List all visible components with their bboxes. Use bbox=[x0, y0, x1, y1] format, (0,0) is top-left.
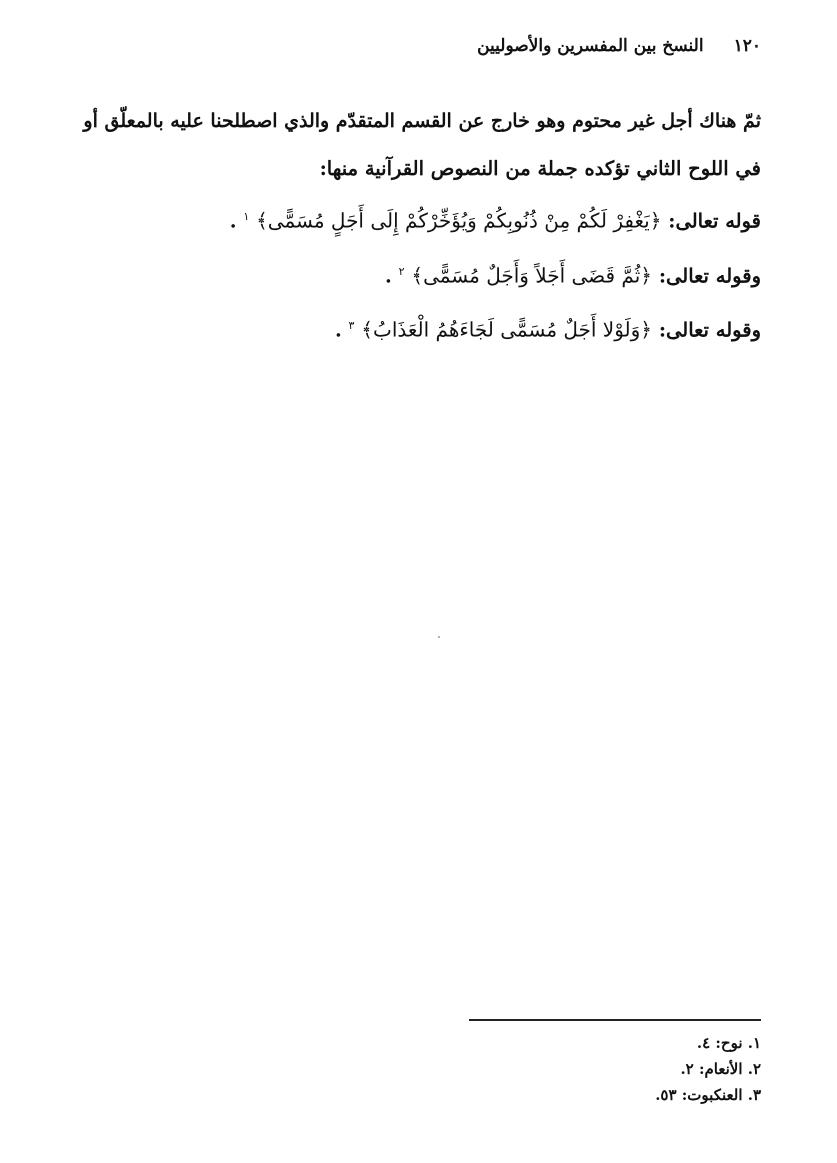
footnote-divider bbox=[469, 1019, 761, 1021]
footnote: ٢. الأنعام: ٢. bbox=[680, 1060, 761, 1078]
footnote-ref: ٢ bbox=[398, 264, 405, 278]
page-number: ١٢٠ bbox=[733, 36, 761, 56]
verse-end: . bbox=[385, 264, 392, 287]
verse-citation bbox=[71, 247, 761, 302]
verse-end: . bbox=[229, 209, 237, 233]
quran-verse: ﴿وَلَوْلا أَجَلٌ مُسَمًّى لَجَاءَهُمُ الْعَذَابُ﴾ bbox=[361, 317, 653, 342]
verse-intro: قوله تعالى: bbox=[661, 209, 761, 233]
footnote-ref: ٣ bbox=[348, 319, 355, 332]
footnote: ١. نوح: ٤. bbox=[696, 1034, 761, 1052]
main-text bbox=[71, 98, 761, 356]
running-title: النسخ بين المفسرين والأصوليين bbox=[477, 36, 704, 56]
quran-verse: ﴿ثُمَّ قَضَى أَجَلاً وَأَجَلٌ مُسَمًّى﴾ bbox=[411, 263, 653, 287]
running-header bbox=[477, 36, 761, 56]
verse-intro: وقوله تعالى: bbox=[652, 318, 761, 342]
footnotes bbox=[655, 1030, 761, 1108]
footnote: ٣. العنكبوت: ٥٣. bbox=[655, 1086, 761, 1104]
quran-verse: ﴿يَغْفِرْ لَكُمْ مِنْ ذُنُوبِكُمْ وَيُؤَخِّرْكُمْ إِلَى أَجَلٍ مُسَمًّى﴾ bbox=[256, 208, 662, 233]
verse-intro: وقوله تعالى: bbox=[652, 264, 761, 287]
verse-citation bbox=[71, 301, 761, 356]
verse-citation bbox=[71, 192, 761, 247]
scan-speck bbox=[438, 636, 440, 638]
footnote-ref: ١ bbox=[243, 210, 250, 223]
paragraph-line: في اللوح الثاني تؤكده جملة من النصوص القرآنية منها: bbox=[319, 157, 761, 180]
paragraph-line: ثمّ هناك أجل غير محتوم وهو خارج عن القسم المتقدّم والذي اصطلحنا عليه بالمعلّق أو bbox=[83, 110, 761, 132]
verse-end: . bbox=[334, 318, 342, 342]
